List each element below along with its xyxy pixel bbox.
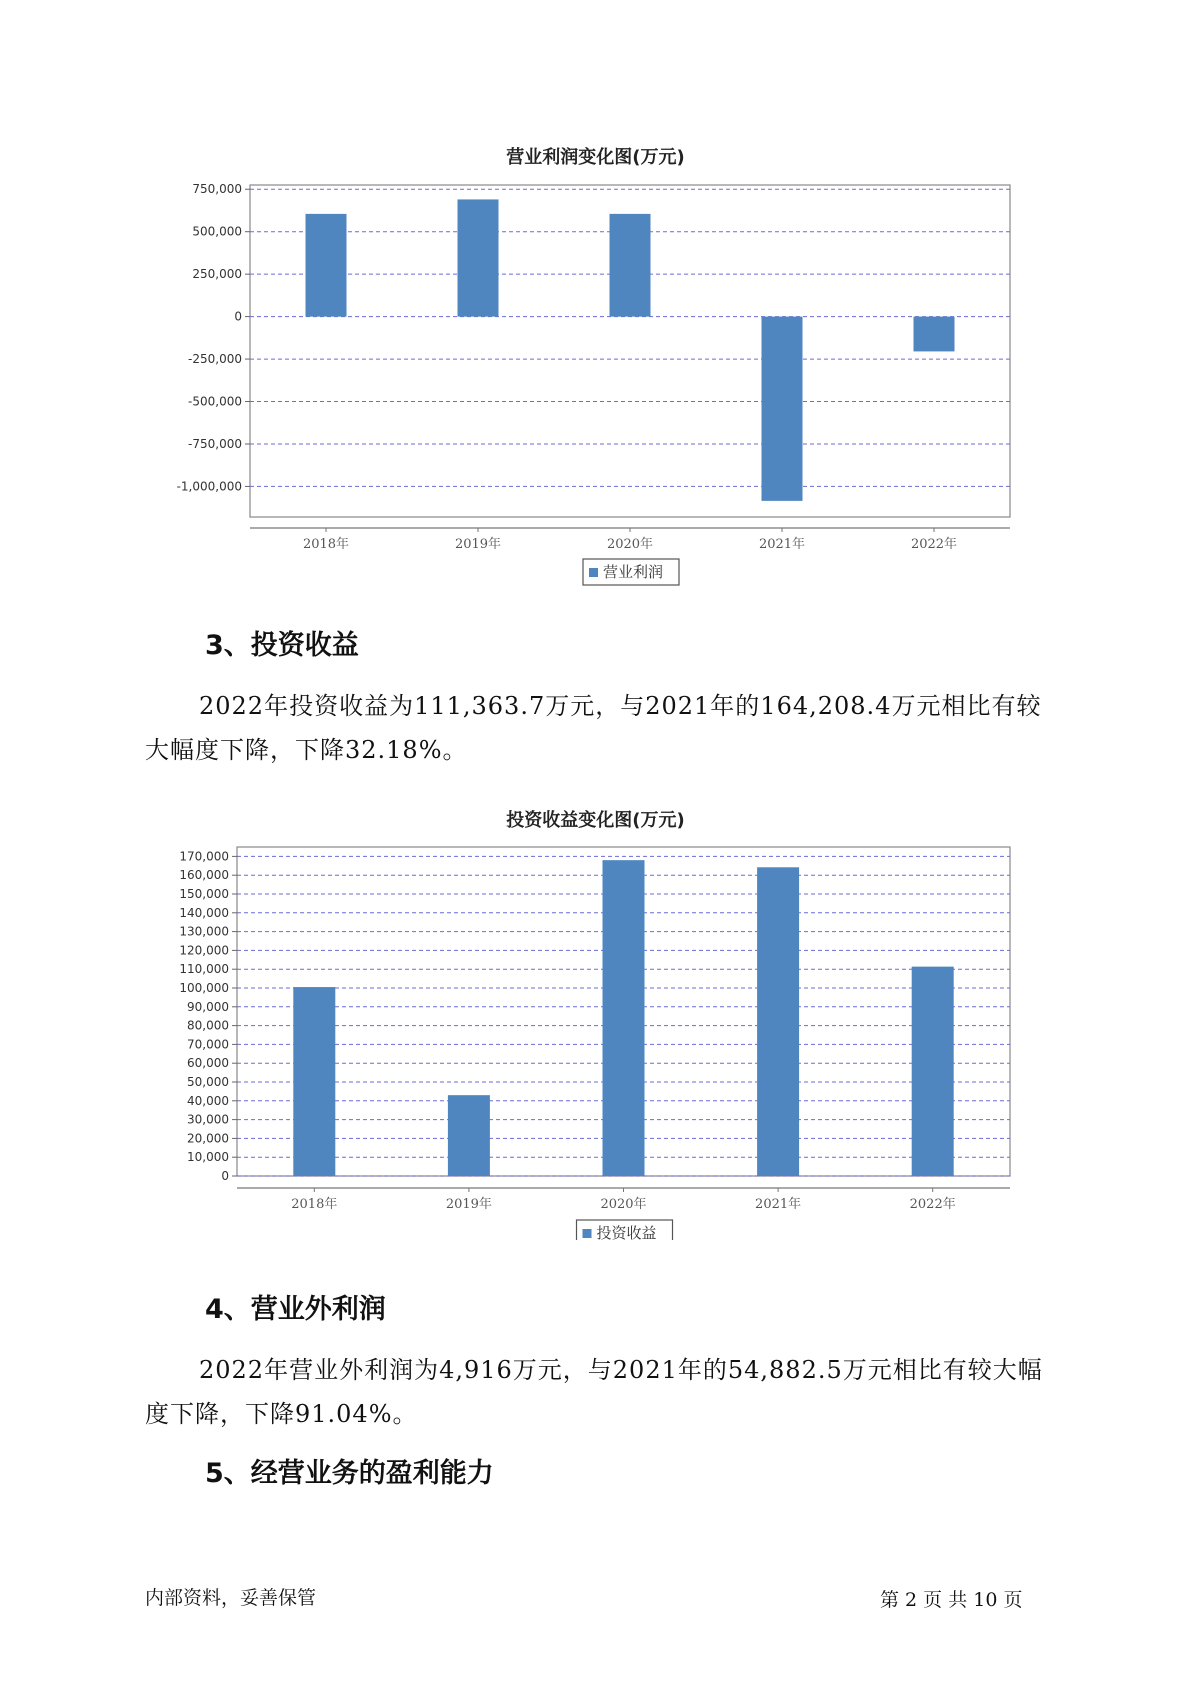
legend-swatch	[589, 568, 598, 577]
y-tick-label: 750,000	[192, 182, 242, 197]
x-tick-label: 2020年	[600, 1197, 647, 1212]
section-3-heading: 3、投资收益	[205, 630, 359, 661]
legend-swatch	[583, 1229, 592, 1238]
y-tick-label: 250,000	[192, 267, 242, 282]
chart1-title: 营业利润变化图(万元)	[506, 147, 685, 168]
legend-label: 投资收益	[596, 1224, 657, 1240]
y-tick-label: -1,000,000	[176, 479, 242, 494]
y-tick-label: 140,000	[179, 905, 229, 920]
legend-label: 营业利润	[603, 563, 664, 581]
bar	[610, 214, 651, 317]
y-tick-label: 0	[234, 309, 242, 324]
y-tick-label: -750,000	[188, 436, 242, 451]
bar	[912, 967, 954, 1176]
x-tick-label: 2021年	[755, 1197, 802, 1212]
x-tick-label: 2018年	[291, 1197, 338, 1212]
y-tick-label: 20,000	[187, 1131, 229, 1146]
bar	[762, 317, 803, 501]
legend	[583, 559, 679, 585]
bar	[293, 987, 335, 1176]
y-tick-label: 110,000	[179, 962, 229, 977]
y-tick-label: 130,000	[179, 924, 229, 939]
y-tick-label: 90,000	[187, 999, 229, 1014]
bar	[914, 317, 955, 352]
x-tick-label: 2018年	[302, 537, 350, 552]
y-tick-label: 80,000	[187, 1018, 229, 1033]
bar	[603, 860, 645, 1176]
y-tick-label: 70,000	[187, 1037, 229, 1052]
bar	[757, 867, 799, 1176]
y-tick-label: 160,000	[179, 868, 229, 883]
y-tick-label: 0	[221, 1169, 229, 1183]
legend	[577, 1220, 673, 1240]
section-4-heading: 4、营业外利润	[205, 1294, 386, 1325]
y-tick-label: 500,000	[192, 224, 242, 239]
footer-page-number: 第 2 页 共 10 页	[880, 1589, 1023, 1611]
x-tick-label: 2019年	[454, 537, 502, 552]
bar	[448, 1095, 490, 1176]
x-tick-label: 2019年	[445, 1197, 492, 1212]
y-tick-label: -500,000	[188, 394, 242, 409]
bar	[306, 214, 347, 317]
x-tick-label: 2022年	[910, 537, 958, 552]
x-tick-label: 2021年	[758, 537, 806, 552]
x-tick-label: 2020年	[606, 537, 654, 552]
y-tick-label: 40,000	[187, 1093, 229, 1108]
y-tick-label: 50,000	[187, 1075, 229, 1089]
investment-income-chart	[0, 820, 1191, 1240]
chart2-title: 投资收益变化图(万元)	[506, 810, 685, 831]
section-3-paragraph: 2022年投资收益为111,363.7万元，与2021年的164,208.4万元相比有较大幅度下降，下降32.18%。	[145, 692, 1042, 764]
y-tick-label: 30,000	[187, 1112, 229, 1127]
section-5-heading: 5、经营业务的盈利能力	[205, 1458, 494, 1489]
y-tick-label: -250,000	[188, 352, 242, 367]
y-tick-label: 120,000	[179, 943, 229, 958]
y-tick-label: 60,000	[187, 1056, 229, 1071]
section-4-paragraph: 2022年营业外利润为4,916万元，与2021年的54,882.5万元相比有较大幅度下降，下降91.04%。	[145, 1356, 1043, 1428]
y-tick-label: 100,000	[179, 981, 229, 995]
footer-confidential-note: 内部资料，妥善保管	[145, 1587, 317, 1609]
operating-profit-chart	[0, 150, 1191, 600]
x-tick-label: 2022年	[909, 1197, 956, 1212]
y-tick-label: 170,000	[179, 849, 229, 864]
y-tick-label: 150,000	[179, 887, 229, 901]
y-tick-label: 10,000	[187, 1150, 229, 1165]
bar	[458, 199, 499, 316]
